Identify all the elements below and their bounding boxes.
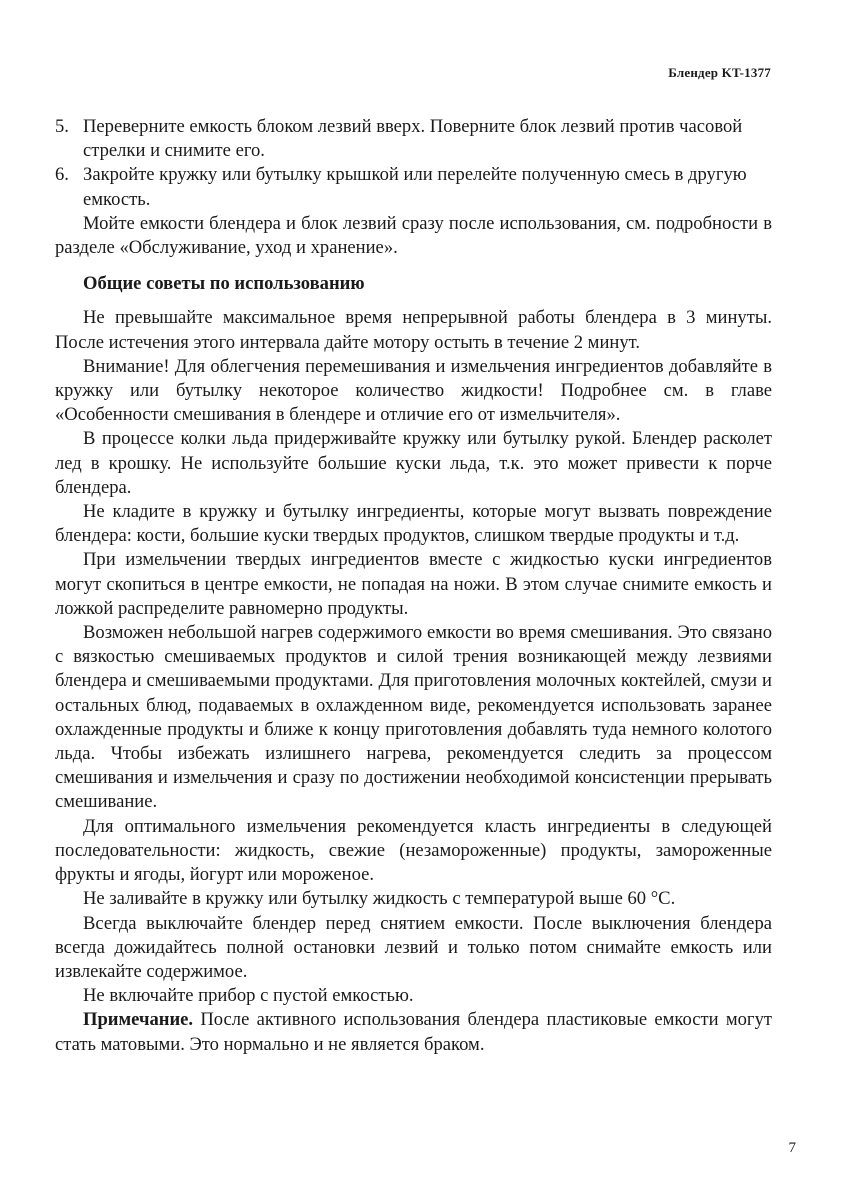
note-text: После активного использования блендера пластиковые емкости могут стать матовыми. Это нормально и не является браком. — [55, 1009, 772, 1055]
paragraph: Возможен небольшой нагрев содержимого емкости во время смешивания. Это связано с вязкостью смешиваемых продуктов и силой трения возникающей между лезвиями блендера и смешиваемыми продуктами. Для приготовления молочных коктейлей, смузи и остальных блюд, подаваемых в охлажденном виде, рекомендуется использовать заранее охлажденные продукты и ближе к концу приготовления добавлять туда немного колотого льда. Чтобы избежать излишнего нагрева, рекомендуется следить за процессом смешивания и измельчения и сразу по достижении необходимой консистенции прерывать смешивание. — [55, 622, 772, 813]
note-paragraph — [55, 1008, 772, 1056]
section-heading: Общие советы по использованию — [83, 273, 365, 295]
paragraph: Не кладите в кружку и бутылку ингредиенты, которые могут вызвать повреждение блендера: кости, большие куски твердых продуктов, слишком твердые продукты и т.д. — [55, 501, 772, 547]
instruction-steps — [55, 115, 772, 212]
step-number: 5. — [55, 116, 69, 137]
running-header: Блендер KT-1377 — [668, 65, 771, 80]
page-content — [55, 115, 772, 1057]
paragraph: При измельчении твердых ингредиентов вместе с жидкостью куски ингредиентов могут скопиться в центре емкости, не попадая на ножи. В этом случае снимите емкость и ложкой распределите равномерно продукты. — [55, 549, 772, 619]
cleaning-paragraph: Мойте емкости блендера и блок лезвий сразу после использования, см. подробности в разделе «Обслуживание, уход и хранение». — [55, 212, 772, 259]
paragraph: Не заливайте в кружку или бутылку жидкость с температурой выше 60 °С. — [83, 888, 676, 910]
paragraph: Внимание! Для облегчения перемешивания и измельчения ингредиентов добавляйте в кружку или бутылку некоторое количество жидкости! Подробнее см. в главе «Особенности смешивания в блендере и отличие его от измельчителя». — [55, 355, 772, 426]
paragraph: Не превышайте максимальное время непрерывной работы блендера в 3 минуты. После истечения этого интервала дайте мотору остыть в течение 2 минут. — [55, 307, 772, 353]
step-item — [55, 163, 772, 211]
step-number: 6. — [55, 164, 69, 186]
paragraph: В процессе колки льда придерживайте кружку или бутылку рукой. Блендер расколет лед в крошку. Не используйте большие куски льда, т.к. это может привести к порче блендера. — [55, 428, 772, 498]
step-text: Переверните емкость блоком лезвий вверх. Поверните блок лезвий против часовой стрелки и снимите его. — [83, 116, 743, 162]
note-label: Примечание. — [83, 1009, 194, 1031]
paragraph: Всегда выключайте блендер перед снятием емкости. После выключения блендера всегда дожидайтесь полной остановки лезвий и только потом снимайте емкость или извлекайте содержимое. — [55, 912, 772, 982]
paragraph: Для оптимального измельчения рекомендуется класть ингредиенты в следующей последовательности: жидкость, свежие (незамороженные) продукты, замороженные фрукты и ягоды, йогурт или мороженое. — [55, 815, 772, 886]
paragraph: Не включайте прибор с пустой емкостью. — [83, 985, 414, 1007]
step-text: Закройте кружку или бутылку крышкой или перелейте полученную смесь в другую емкость. — [83, 164, 747, 210]
page-number: 7 — [788, 1140, 796, 1156]
step-item — [55, 115, 772, 163]
